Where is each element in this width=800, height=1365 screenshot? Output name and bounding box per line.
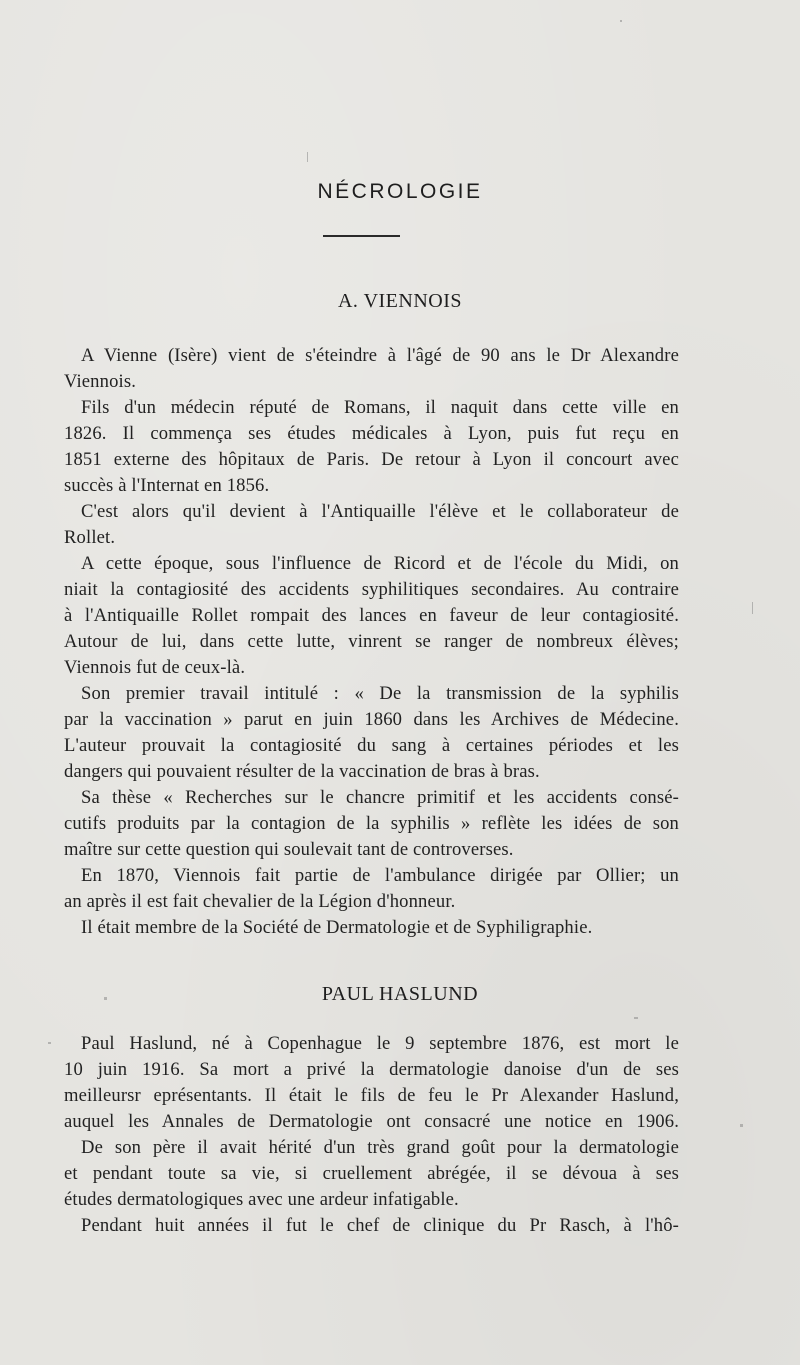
text-line: C'est alors qu'il devient à l'Antiquaille l'élève et le collaborateur de — [81, 501, 679, 522]
text-line: et pendant toute sa vie, si cruellement abrégée, il se dévoua à ses — [64, 1163, 679, 1184]
text-line: succès à l'Internat en 1856. — [64, 475, 270, 496]
text-line: 1851 externe des hôpitaux de Paris. De retour à Lyon il concourt avec — [64, 449, 679, 470]
text-line: meilleursr eprésentants. Il était le fils de feu le Pr Alexander Haslund, — [64, 1085, 679, 1106]
text-line: maître sur cette question qui soulevait tant de controverses. — [64, 839, 514, 860]
text-line: 10 juin 1916. Sa mort a privé la dermatologie danoise d'un de ses — [64, 1059, 679, 1080]
text-line: Viennois. — [64, 371, 137, 392]
text-line: Pendant huit années il fut le chef de clinique du Pr Rasch, à l'hô- — [81, 1215, 679, 1236]
text-line: Fils d'un médecin réputé de Romans, il naquit dans cette ville en — [81, 397, 679, 418]
text-line: études dermatologiques avec une ardeur infatigable. — [64, 1189, 459, 1210]
text-line: A Vienne (Isère) vient de s'éteindre à l'âgé de 90 ans le Dr Alexandre — [81, 345, 679, 366]
paragraph — [46, 1135, 679, 1213]
text-line: A cette époque, sous l'influence de Ricord et de l'école du Midi, on — [81, 553, 679, 574]
paragraph — [46, 1213, 679, 1239]
scan-speck — [752, 602, 753, 614]
article-viennois — [46, 343, 679, 941]
scan-speck — [620, 20, 622, 22]
section-heading-viennois: A. VIENNOIS — [337, 290, 462, 312]
text-line: cutifs produits par la contagion de la syphilis » reflète les idées de son — [64, 813, 679, 834]
paragraph — [46, 499, 679, 551]
text-line: En 1870, Viennois fait partie de l'ambulance dirigée par Ollier; un — [81, 865, 679, 886]
scan-speck — [740, 1124, 743, 1127]
paragraph — [46, 915, 679, 941]
text-line: Paul Haslund, né à Copenhague le 9 septembre 1876, est mort le — [81, 1033, 679, 1054]
text-line: dangers qui pouvaient résulter de la vaccination de bras à bras. — [64, 761, 540, 782]
text-line: 1826. Il commença ses études médicales à Lyon, puis fut reçu en — [64, 423, 679, 444]
text-line: Sa thèse « Recherches sur le chancre primitif et les accidents consé- — [81, 787, 679, 808]
text-line: Il était membre de la Société de Dermatologie et de Syphiligraphie. — [81, 917, 593, 938]
text-line: Viennois fut de ceux-là. — [64, 657, 246, 678]
paragraph — [46, 395, 679, 499]
text-line: an après il est fait chevalier de la Légion d'honneur. — [64, 891, 456, 912]
text-line: par la vaccination » parut en juin 1860 dans les Archives de Médecine. — [64, 709, 679, 730]
article-haslund — [46, 1031, 679, 1239]
paragraph — [46, 863, 679, 915]
page-title: NÉCROLOGIE — [317, 180, 483, 203]
scan-speck — [634, 1017, 638, 1019]
text-line: auquel les Annales de Dermatologie ont consacré une notice en 1906. — [64, 1111, 679, 1132]
paragraph — [46, 343, 679, 395]
text-line: niait la contagiosité des accidents syphilitiques secondaires. Au contraire — [64, 579, 679, 600]
title-rule — [323, 235, 400, 237]
text-line: Son premier travail intitulé : « De la transmission de la syphilis — [81, 683, 679, 704]
section-heading-haslund: PAUL HASLUND — [321, 983, 479, 1005]
paragraph — [46, 681, 679, 785]
text-line: L'auteur prouvait la contagiosité du sang à certaines périodes et les — [64, 735, 679, 756]
paragraph — [46, 785, 679, 863]
text-line: Rollet. — [64, 527, 116, 548]
text-line: à l'Antiquaille Rollet rompait des lances en faveur de leur contagiosité. — [64, 605, 679, 626]
paragraph — [46, 1031, 679, 1135]
text-line: De son père il avait hérité d'un très grand goût pour la dermatologie — [81, 1137, 679, 1158]
text-line: Autour de lui, dans cette lutte, vinrent se ranger de nombreux élèves; — [64, 631, 679, 652]
scan-speck — [307, 152, 308, 162]
paragraph — [46, 551, 679, 681]
